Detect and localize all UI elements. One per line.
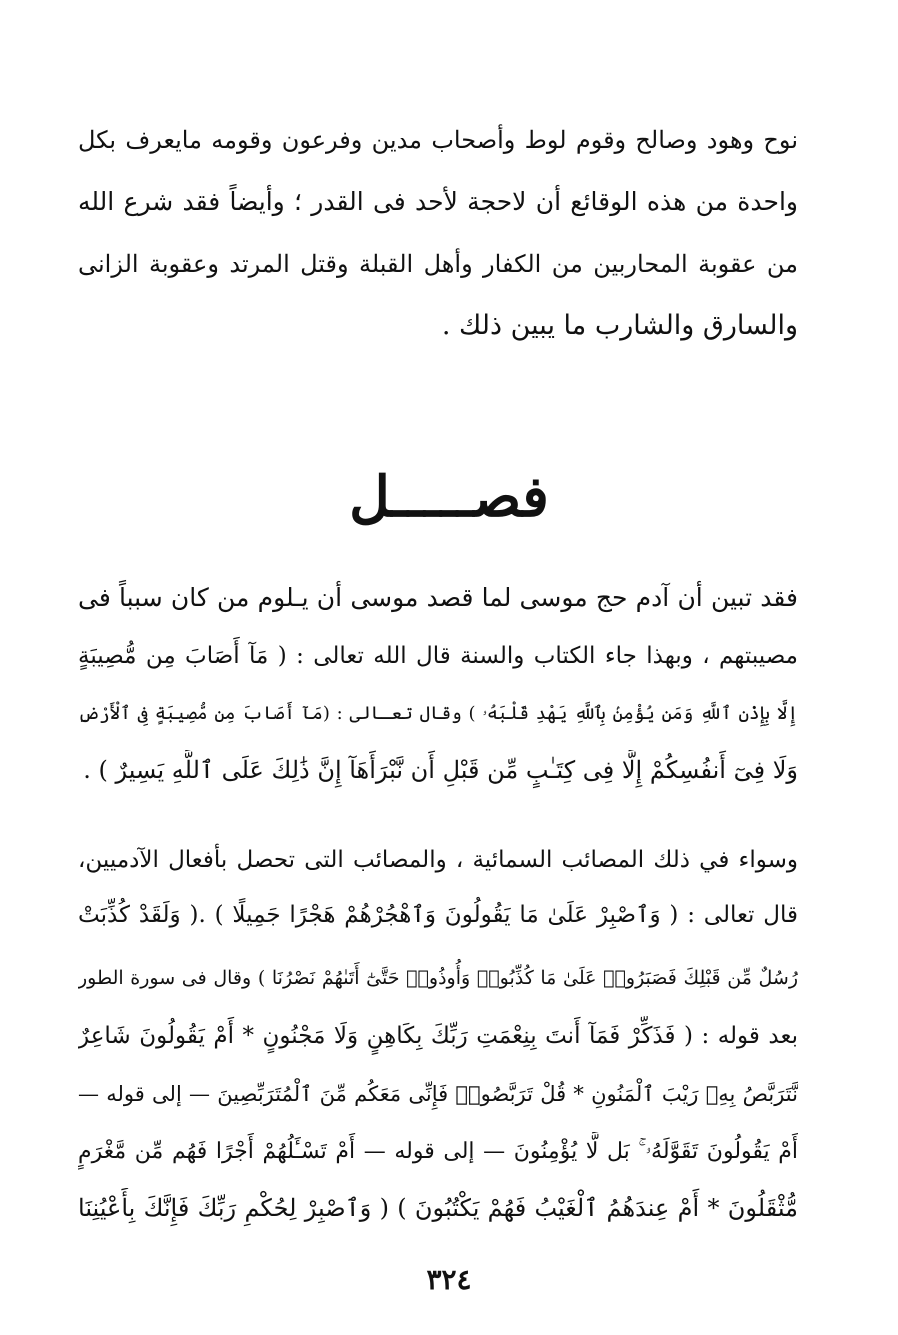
paragraph-2-line-1: فقد تبين أن آدم حج موسى لما قصد موسى أن يـلوم من كان سبباً فى <box>78 583 798 612</box>
section-heading: فصـــــل <box>349 464 549 530</box>
paragraph-3-line-7: مُّثْقَلُونَ * أَمْ عِندَهُمُ ٱلْغَيْبُ فَهُمْ يَكْتُبُونَ ) ( وَٱصْبِرْ لِحُكْمِ رَبِّكَ فَإِنَّكَ بِأَعْيُنِنَا <box>78 1194 798 1222</box>
paragraph-1-line-3: من عقوبة المحاربين من الكفار وأهل القبلة وقتل المرتد وعقوبة الزانى <box>78 250 798 278</box>
paragraph-2-line-2: مصيبتهم ، وبهذا جاء الكتاب والسنة قال الله تعالى : ( مَآ أَصَابَ مِن مُّصِيبَةٍ <box>78 643 798 669</box>
paragraph-3-line-6: أَمْ يَقُولُونَ تَقَوَّلَهُۥ ۚ بَل لَّا يُؤْمِنُونَ — إلى قوله — أَمْ تَسْـَٔلُهُمْ أَجْرًا فَهُم مِّن مَّغْرَمٍ <box>78 1139 798 1164</box>
paragraph-3-line-5: نَّتَرَبَّصُ بِهِۦ رَيْبَ ٱلْمَنُونِ * قُلْ تَرَبَّصُوا۟ فَإِنِّى مَعَكُم مِّنَ ٱلْمُتَرَبِّصِينَ — إلى قوله — <box>78 1082 798 1106</box>
paragraph-3-line-1: وسواء في ذلك المصائب السمائية ، والمصائب التى تحصل بأفعال الآدميين، <box>78 847 798 873</box>
paragraph-3-line-2: قال تعالى : ( وَٱصْبِرْ عَلَىٰ مَا يَقُولُونَ وَٱهْجُرْهُمْ هَجْرًا جَمِيلًا ) .( وَلَقَدْ كُذِّبَتْ <box>78 902 798 928</box>
page-number: ٣٢٤ <box>426 1263 472 1296</box>
paragraph-1-line-1: نوح وهود وصالح وقوم لوط وأصحاب مدين وفرعون وقومه مايعرف بكل <box>78 126 798 154</box>
paragraph-1-line-2: واحدة من هذه الوقائع أن لاحجة لأحد فى القدر ؛ وأيضاً فقد شرع الله <box>78 187 798 216</box>
paragraph-2-line-3: إِلَّا بِإِذْنِ ٱللَّهِ وَمَن يُؤْمِنۢ بِٱللَّهِ يَهْدِ قَلْبَهُۥ ) وقال تعـالى : (مَآ أَصَابَ مِن مُّصِيبَةٍ فِى ٱلْأَرْضِ <box>78 703 798 724</box>
paragraph-2-line-4: وَلَا فِىٓ أَنفُسِكُمْ إِلَّا فِى كِتَـٰبٍ مِّن قَبْلِ أَن نَّبْرَأَهَآ إِنَّ ذَٰلِكَ عَلَى ٱللَّهِ يَسِيرٌ ) . <box>83 756 798 784</box>
paragraph-1-line-4: والسارق والشارب ما يبين ذلك . <box>441 310 798 341</box>
paragraph-3-line-3: رُسُلٌ مِّن قَبْلِكَ فَصَبَرُوا۟ عَلَىٰ مَا كُذِّبُوا۟ وَأُوذُوا۟ حَتَّىٰٓ أَتَىٰهُمْ نَصْرُنَا ) وقال فى سورة الطور <box>78 967 798 989</box>
paragraph-3-line-4: بعد قوله : ( فَذَكِّرْ فَمَآ أَنتَ بِنِعْمَتِ رَبِّكَ بِكَاهِنٍ وَلَا مَجْنُونٍ * أَمْ يَقُولُونَ شَاعِرٌ <box>78 1023 798 1049</box>
